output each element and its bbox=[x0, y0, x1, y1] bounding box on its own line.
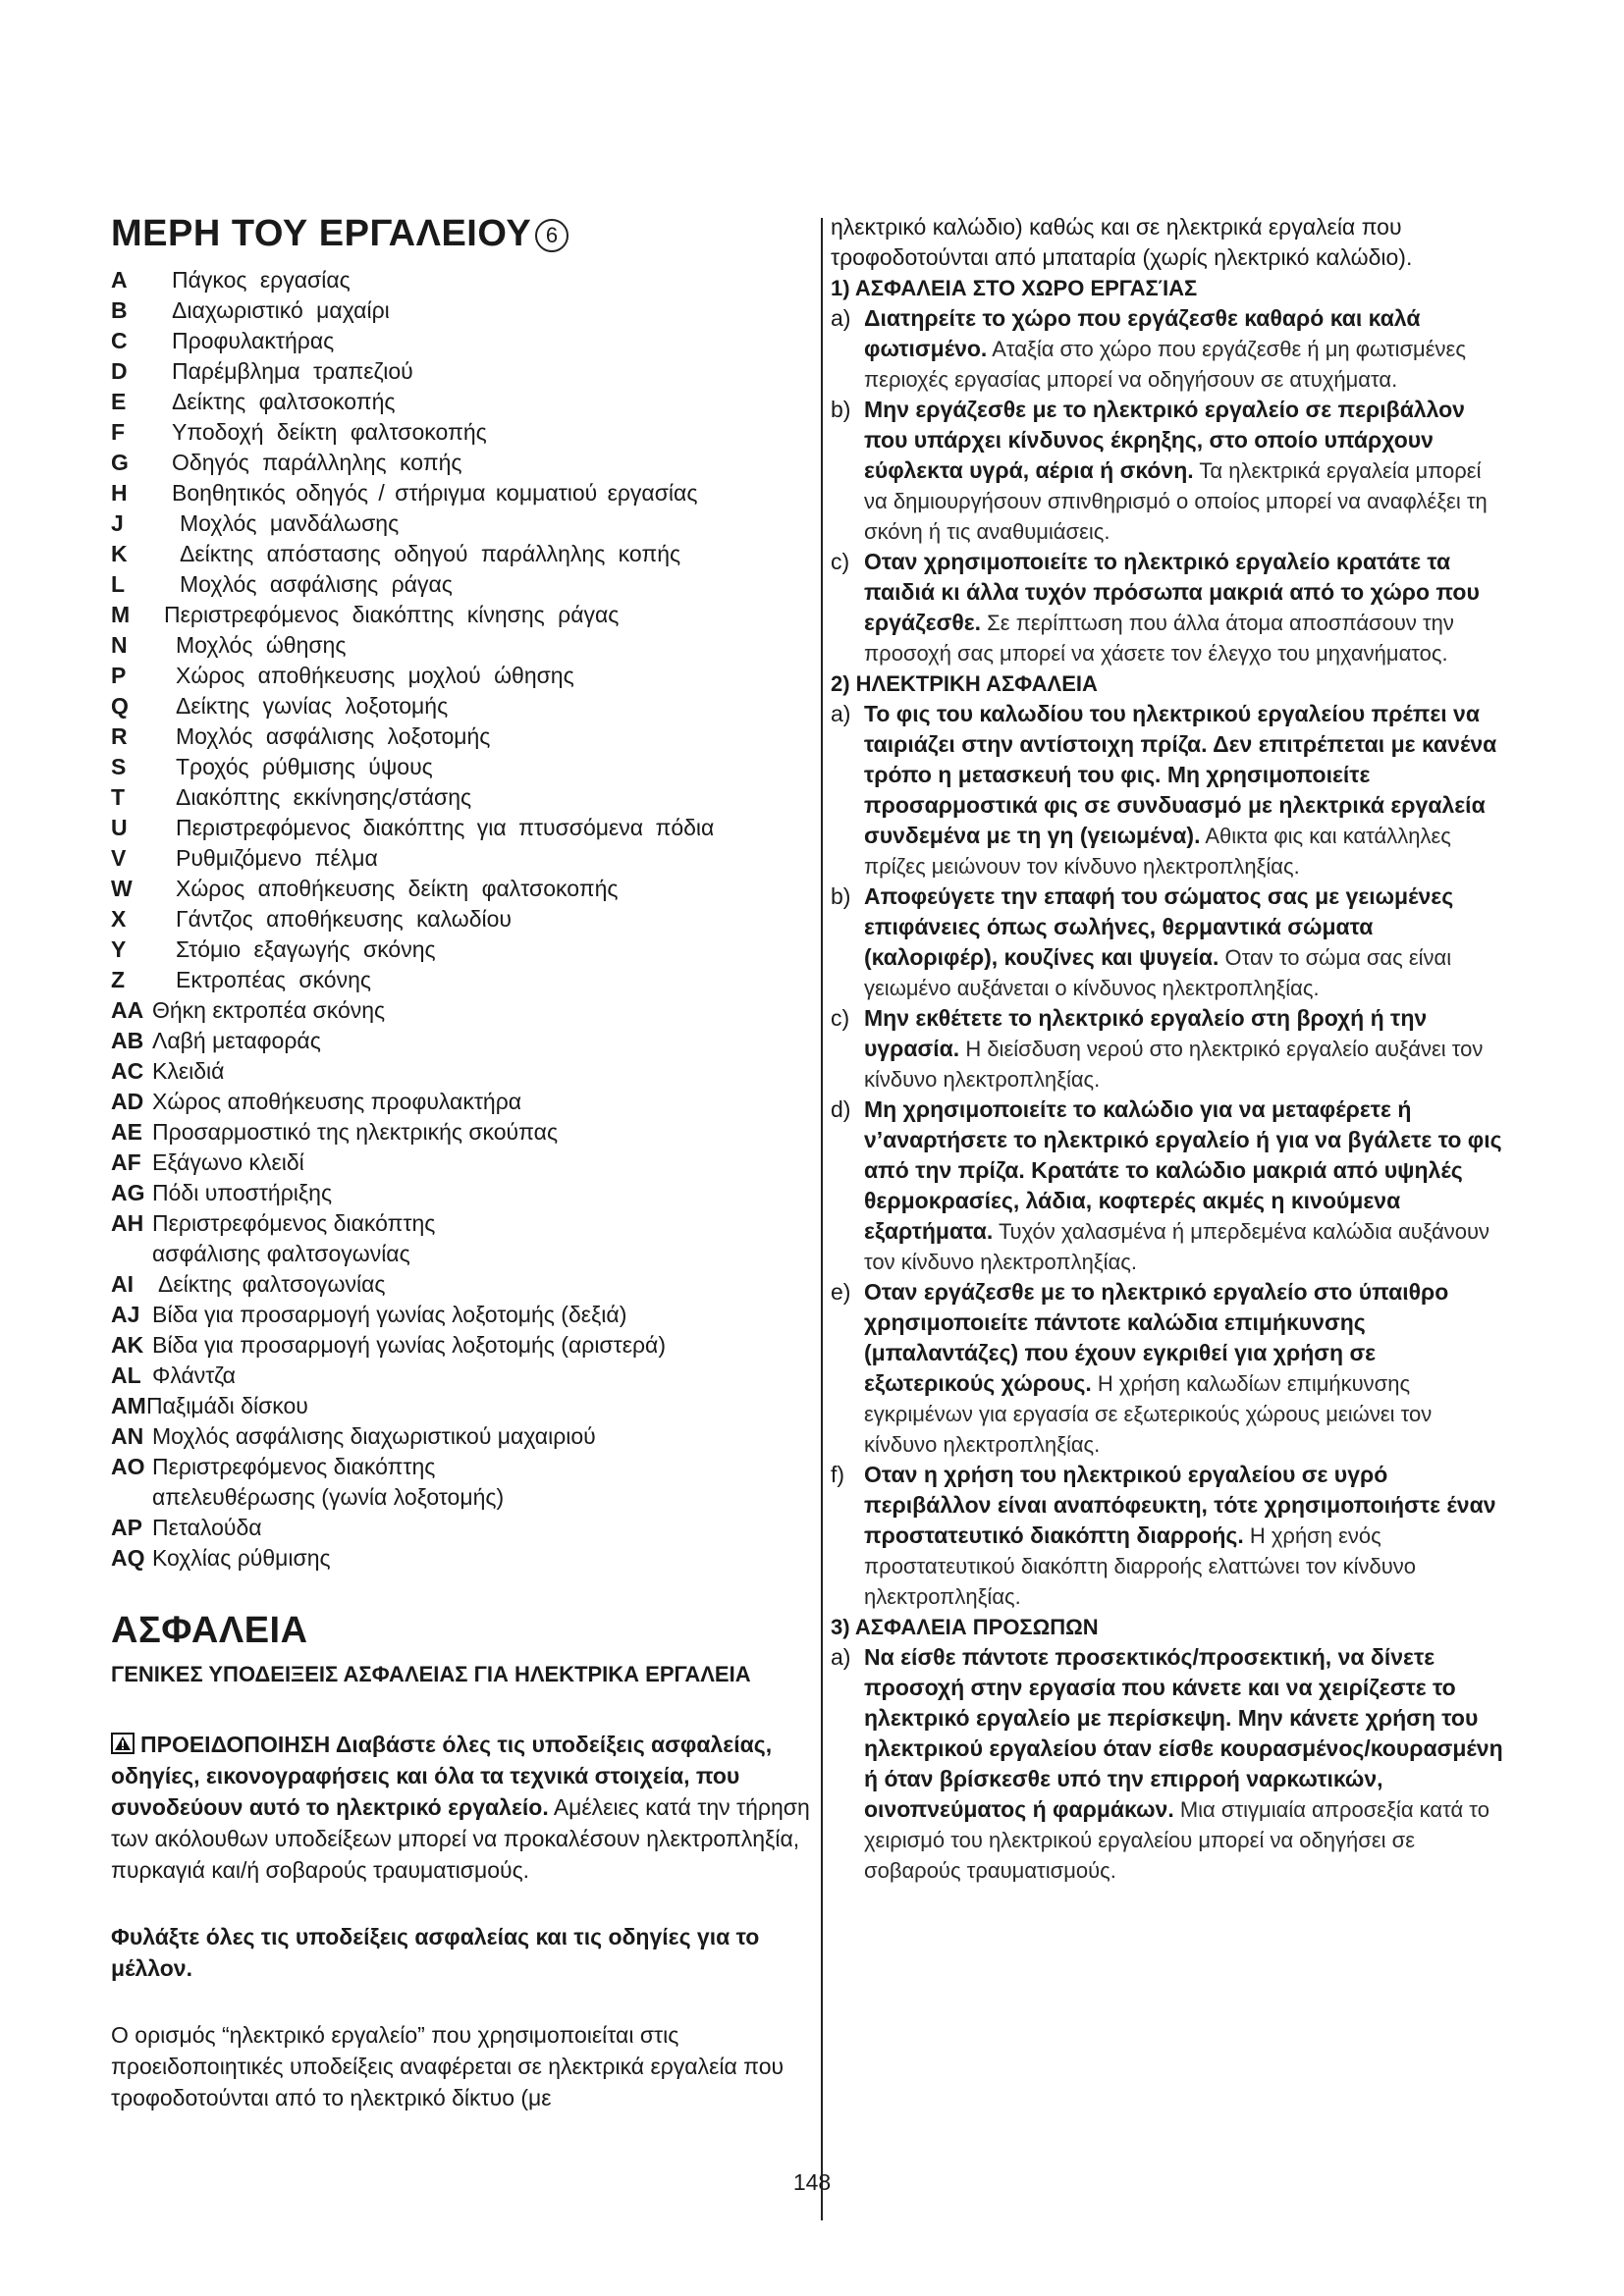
part-text: Φλάντζα bbox=[152, 1362, 236, 1388]
part-text: Διακόπτης εκκίνησης/στάσης bbox=[176, 784, 472, 810]
part-key: AI bbox=[111, 1271, 134, 1297]
part-text: Μοχλός μανδάλωσης bbox=[180, 510, 400, 536]
part-key: A bbox=[111, 267, 128, 293]
part-key: S bbox=[111, 754, 127, 779]
item-marker: a) bbox=[831, 701, 851, 726]
part-item bbox=[111, 1056, 818, 1087]
figure-ref-badge: 6 bbox=[535, 219, 568, 252]
part-text: Δείκτης φαλτσοκοπής bbox=[172, 389, 396, 414]
page-number: 148 bbox=[792, 2169, 832, 2195]
part-key: T bbox=[111, 784, 126, 810]
part-key: AD bbox=[111, 1089, 144, 1114]
part-text: Τροχός ρύθμισης ύψους bbox=[176, 754, 433, 779]
part-key: E bbox=[111, 389, 127, 414]
item-body bbox=[864, 395, 1508, 547]
part-text: Οδηγός παράλληλης κοπής bbox=[172, 450, 462, 475]
part-key: Y bbox=[111, 936, 127, 962]
part-item bbox=[111, 630, 818, 661]
part-text: Μοχλός ώθησης bbox=[176, 632, 347, 658]
part-item bbox=[111, 539, 818, 569]
part-text: Περιστρεφόμενος διακόπτης ασφάλισης φαλτσογωνίας bbox=[152, 1210, 436, 1266]
part-key: AP bbox=[111, 1515, 142, 1540]
item-normal: Η διείσδυση νερού στο ηλεκτρικό εργαλείο αυξάνει τον κίνδυνο ηλεκτροπληξίας. bbox=[864, 1037, 1484, 1092]
part-item bbox=[111, 752, 818, 782]
safety-title: ΑΣΦΑΛΕΙΑ bbox=[111, 1610, 308, 1651]
part-key: R bbox=[111, 723, 128, 749]
part-key: H bbox=[111, 480, 128, 506]
part-text: Μοχλός ασφάλισης λοξοτομής bbox=[176, 723, 491, 749]
parts-title-text: ΜΕΡΗ ΤΟΥ ΕΡΓΑΛΕΙΟΥ bbox=[111, 213, 532, 254]
part-key: L bbox=[111, 571, 126, 597]
part-item bbox=[111, 1117, 818, 1148]
part-key: Q bbox=[111, 693, 129, 719]
safety-item bbox=[831, 1277, 1508, 1460]
item-bold: Οταν η χρήση του ηλεκτρικού εργαλείου σε υγρό περιβάλλον είναι αναπόφευκτη, τότε χρησιμοποιήστε έναν προστατευτικό διακόπτη διαρροής. bbox=[864, 1462, 1496, 1548]
part-item bbox=[111, 569, 818, 600]
part-key: X bbox=[111, 906, 127, 932]
part-key: F bbox=[111, 419, 126, 445]
general-warning bbox=[111, 1729, 818, 1886]
part-key: V bbox=[111, 845, 127, 871]
warning-bold-text: ΠΡΟΕΙΔΟΠΟΙΗΣΗ Διαβάστε όλες τις υποδείξεις ασφαλείας, οδηγίες, εικονογραφήσεις και όλα τα τεχνικά στοιχεία, που συνοδεύουν αυτό το ηλεκτρικό εργαλείο. bbox=[111, 1732, 773, 1820]
part-text: Δείκτης απόστασης οδηγού παράλληλης κοπής bbox=[180, 541, 681, 566]
parts-title bbox=[111, 212, 818, 255]
part-key: M bbox=[111, 602, 131, 627]
part-item bbox=[111, 782, 818, 813]
part-item bbox=[111, 691, 818, 721]
item-body bbox=[864, 547, 1508, 668]
safety-item bbox=[831, 547, 1508, 668]
part-key: AF bbox=[111, 1149, 141, 1175]
part-text: Εξάγωνο κλειδί bbox=[152, 1149, 304, 1175]
item-body bbox=[864, 1095, 1508, 1277]
item-normal: Αθικτα φις και κατάλληλες πρίζες μειώνουν τον κίνδυνο ηλεκτροπληξίας. bbox=[864, 824, 1451, 879]
left-column bbox=[111, 212, 818, 2113]
part-text: Διαχωριστικό μαχαίρι bbox=[172, 297, 390, 323]
part-item bbox=[111, 1452, 818, 1513]
safety-item bbox=[831, 699, 1508, 881]
part-text: Μοχλός ασφάλισης διαχωριστικού μαχαιριού bbox=[152, 1423, 596, 1449]
safety-item bbox=[831, 395, 1508, 547]
item-bold: Μην εργάζεσθε με το ηλεκτρικό εργαλείο σε περιβάλλον που υπάρχει κίνδυνος έκρηξης, στο οποίο υπάρχουν εύφλεκτα υγρά, αέρια ή σκόνη. bbox=[864, 397, 1465, 483]
part-key: AH bbox=[111, 1210, 144, 1236]
part-text: Δείκτης φαλτσογωνίας bbox=[158, 1271, 386, 1297]
part-key: AN bbox=[111, 1423, 144, 1449]
item-marker: d) bbox=[831, 1096, 851, 1122]
part-text: Χώρος αποθήκευσης προφυλακτήρα bbox=[152, 1089, 522, 1114]
part-text: Προφυλακτήρας bbox=[172, 328, 335, 353]
item-marker: f) bbox=[831, 1462, 845, 1487]
item-bold: Οταν χρησιμοποιείτε το ηλεκτρικό εργαλείο κρατάτε τα παιδιά κι άλλα τυχόν πρόσωπα μακριά από το χώρο που εργάζεσθε. bbox=[864, 549, 1480, 635]
part-item bbox=[111, 1208, 818, 1269]
part-key: AJ bbox=[111, 1302, 140, 1327]
item-marker: b) bbox=[831, 883, 851, 909]
part-key: AB bbox=[111, 1028, 144, 1053]
part-item bbox=[111, 1513, 818, 1543]
part-key: AC bbox=[111, 1058, 144, 1084]
item-normal: Μια στιγμιαία απροσεξία κατά το χειρισμό του ηλεκτρικού εργαλείου μπορεί να οδηγήσει σε σοβαρούς τραυματισμούς. bbox=[864, 1797, 1489, 1883]
part-key: AM bbox=[111, 1393, 146, 1418]
item-normal: Η χρήση ενός προστατευτικού διακόπτη διαρροής ελαττώνει τον κίνδυνο ηλεκτροπληξίας. bbox=[864, 1523, 1416, 1609]
part-text: Δείκτης γωνίας λοξοτομής bbox=[176, 693, 449, 719]
part-text: Κλειδιά bbox=[152, 1058, 225, 1084]
part-key: AO bbox=[111, 1454, 145, 1479]
item-bold: Οταν εργάζεσθε με το ηλεκτρικό εργαλείο στο ύπαιθρο χρησιμοποιείτε πάντοτε καλώδια επιμήκυνσης (μπαλαντάζες) που έχουν εγκριθεί για χρήση σε εξωτερικούς χώρους. bbox=[864, 1279, 1449, 1396]
item-bold: Να είσθε πάντοτε προσεκτικός/προσεκτική, να δίνετε προσοχή στην εργασία που κάνετε και να χειρίζεστε το ηλεκτρικό εργαλείο με περίσκεψη. Μην κάνετε χρήση του ηλεκτρικού εργαλείου όταν είσθε κουρασμένος/κουρασμένη ή όταν βρίσκεσθε υπό την επιρροή ναρκωτικών, οινοπνεύματος ή φαρμάκων. bbox=[864, 1644, 1503, 1822]
column-divider bbox=[821, 218, 823, 2220]
safety-item bbox=[831, 303, 1508, 395]
item-normal: Η χρήση καλωδίων επιμήκυνσης εγκριμένων για εργασία σε εξωτερικούς χώρους μειώνει τον κίνδυνο ηλεκτροπληξίας. bbox=[864, 1371, 1433, 1457]
part-text: Θήκη εκτροπέα σκόνης bbox=[152, 997, 386, 1023]
item-body bbox=[864, 303, 1508, 395]
part-key: G bbox=[111, 450, 129, 475]
part-item bbox=[111, 326, 818, 356]
part-item bbox=[111, 1148, 818, 1178]
section-heading-work-area: 1) ΑΣΦΑΛΕΙΑ ΣΤΟ ΧΩΡΟ ΕΡΓΑΣΊΑΣ bbox=[831, 276, 1198, 300]
item-marker: c) bbox=[831, 1005, 850, 1031]
part-key: U bbox=[111, 815, 128, 840]
part-text: Πεταλούδα bbox=[152, 1515, 262, 1540]
part-item bbox=[111, 295, 818, 326]
part-item bbox=[111, 1543, 818, 1574]
part-item bbox=[111, 721, 818, 752]
part-text: Εκτροπέας σκόνης bbox=[176, 967, 371, 992]
item-body bbox=[864, 1003, 1508, 1095]
part-key: AE bbox=[111, 1119, 142, 1145]
part-item bbox=[111, 1026, 818, 1056]
part-text: Υποδοχή δείκτη φαλτσοκοπής bbox=[172, 419, 487, 445]
parts-list bbox=[111, 265, 818, 1574]
part-text: Χώρος αποθήκευσης δείκτη φαλτσοκοπής bbox=[176, 876, 619, 901]
part-item bbox=[111, 874, 818, 904]
part-key: D bbox=[111, 358, 128, 384]
item-normal: Σε περίπτωση που άλλα άτομα αποσπάσουν την προσοχή σας μπορεί να χάσετε τον έλεγχο του μηχανήματος. bbox=[864, 611, 1454, 666]
part-key: K bbox=[111, 541, 128, 566]
item-normal: Τα ηλεκτρικά εργαλεία μπορεί να δημιουργήσουν σπινθηρισμό ο οποίος μπορεί να αναφλέξει τη σκόνη ή τις αναθυμιάσεις. bbox=[864, 458, 1488, 544]
section-heading-electrical: 2) ΗΛΕΚΤΡΙΚΗ ΑΣΦΑΛΕΙΑ bbox=[831, 671, 1098, 696]
part-text: Κοχλίας ρύθμισης bbox=[152, 1545, 331, 1571]
part-item bbox=[111, 356, 818, 387]
keep-instructions: Φυλάξτε όλες τις υποδείξεις ασφαλείας και τις οδηγίες για το μέλλον. bbox=[111, 1924, 760, 1981]
part-item bbox=[111, 508, 818, 539]
part-key: N bbox=[111, 632, 128, 658]
part-text: Παρέμβλημα τραπεζιού bbox=[172, 358, 413, 384]
part-text: Στόμιο εξαγωγής σκόνης bbox=[176, 936, 436, 962]
part-key: Z bbox=[111, 967, 126, 992]
definition-continuation: ηλεκτρικό καλώδιο) καθώς και σε ηλεκτρικά εργαλεία που τροφοδοτούνται από μπαταρία (χωρίς ηλεκτρικό καλώδιο). bbox=[831, 214, 1413, 270]
right-column bbox=[831, 212, 1508, 1886]
part-text: Λαβή μεταφοράς bbox=[152, 1028, 321, 1053]
part-item bbox=[111, 995, 818, 1026]
power-tool-definition: Ο ορισμός “ηλεκτρικό εργαλείο” που χρησιμοποιείται στις προειδοποιητικές υποδείξεις αναφέρεται σε ηλεκτρικά εργαλεία που τροφοδοτούνται από το ηλεκτρικό δίκτυο (με bbox=[111, 2022, 785, 2110]
part-item bbox=[111, 600, 818, 630]
item-bold: Αποφεύγετε την επαφή του σώματος σας με γειωμένες επιφάνειες όπως σωλήνες, θερμαντικά σώματα (καλοριφέρ), κουζίνες και ψυγεία. bbox=[864, 883, 1454, 970]
part-item bbox=[111, 448, 818, 478]
part-item bbox=[111, 387, 818, 417]
part-item bbox=[111, 1391, 818, 1421]
part-key: AQ bbox=[111, 1545, 145, 1571]
item-marker: b) bbox=[831, 397, 851, 422]
part-item bbox=[111, 1087, 818, 1117]
item-body bbox=[864, 881, 1508, 1003]
item-body bbox=[864, 1277, 1508, 1460]
part-text: Ρυθμιζόμενο πέλμα bbox=[176, 845, 378, 871]
part-item bbox=[111, 813, 818, 843]
part-text: Πόδι υποστήριξης bbox=[152, 1180, 333, 1205]
item-normal: Τυχόν χαλασμένα ή μπερδεμένα καλώδια αυξάνουν τον κίνδυνο ηλεκτροπληξίας. bbox=[864, 1219, 1489, 1274]
part-item bbox=[111, 417, 818, 448]
item-marker: a) bbox=[831, 1644, 851, 1670]
safety-subtitle: ΓΕΝΙΚΕΣ ΥΠΟΔΕΙΞΕΙΣ ΑΣΦΑΛΕΙΑΣ ΓΙΑ ΗΛΕΚΤΡΙΚΑ ΕΡΓΑΛΕΙΑ bbox=[111, 1662, 751, 1686]
part-item bbox=[111, 1330, 818, 1361]
part-key: C bbox=[111, 328, 128, 353]
part-key: AK bbox=[111, 1332, 144, 1358]
item-bold: Το φις του καλωδίου του ηλεκτρικού εργαλείου πρέπει να ταιριάζει στην αντίστοιχη πρίζα. Δεν επιτρέπεται με κανένα τρόπο η μετασκευή του φις. Μη χρησιμοποιείτε προσαρμοστικά φις σε συνδυασμό με ηλεκτρικά εργαλεία συνδεμένα με τη γη (γειωμένα). bbox=[864, 701, 1497, 848]
part-key: AL bbox=[111, 1362, 141, 1388]
part-text: Βίδα για προσαρμογή γωνίας λοξοτομής (δεξιά) bbox=[152, 1302, 627, 1327]
part-item bbox=[111, 1178, 818, 1208]
part-text: Περιστρεφόμενος διακόπτης απελευθέρωσης (γωνία λοξοτομής) bbox=[152, 1454, 505, 1510]
safety-item bbox=[831, 881, 1508, 1003]
part-item bbox=[111, 265, 818, 295]
part-item bbox=[111, 934, 818, 965]
part-key: W bbox=[111, 876, 133, 901]
part-text: Πάγκος εργασίας bbox=[172, 267, 351, 293]
item-body bbox=[864, 699, 1508, 881]
item-bold: Μην εκθέτετε το ηλεκτρικό εργαλείο στη βροχή ή την υγρασία. bbox=[864, 1005, 1428, 1061]
part-text: Περιστρεφόμενος διακόπτης κίνησης ράγας bbox=[164, 602, 620, 627]
part-key: B bbox=[111, 297, 128, 323]
item-body bbox=[864, 1460, 1508, 1612]
part-item bbox=[111, 965, 818, 995]
item-bold: Μη χρησιμοποιείτε το καλώδιο για να μεταφέρετε ή ν’αναρτήσετε το ηλεκτρικό εργαλείο ή για να βγάλετε το φις από την πρίζα. Κρατάτε το καλώδιο μακριά από υψηλές θερμοκρασίες, λάδια, κοφτερές ακμές η κινούμενα εξαρτήματα. bbox=[864, 1096, 1502, 1244]
part-key: P bbox=[111, 663, 127, 688]
part-item bbox=[111, 1421, 818, 1452]
part-text: Μοχλός ασφάλισης ράγας bbox=[180, 571, 453, 597]
part-text: Χώρος αποθήκευσης μοχλού ώθησης bbox=[176, 663, 574, 688]
item-marker: c) bbox=[831, 549, 850, 574]
part-text: Περιστρεφόμενος διακόπτης για πτυσσόμενα πόδια bbox=[176, 815, 715, 840]
part-item bbox=[111, 661, 818, 691]
section-heading-personal: 3) ΑΣΦΑΛΕΙΑ ΠΡΟΣΩΠΩΝ bbox=[831, 1615, 1099, 1639]
part-item bbox=[111, 1269, 818, 1300]
safety-item bbox=[831, 1003, 1508, 1095]
part-item bbox=[111, 904, 818, 934]
part-text: Προσαρμοστικό της ηλεκτρικής σκούπας bbox=[152, 1119, 559, 1145]
part-key: AA bbox=[111, 997, 144, 1023]
item-marker: a) bbox=[831, 305, 851, 331]
part-text: Βοηθητικός οδηγός / στήριγμα κομματιού εργασίας bbox=[172, 480, 698, 506]
item-normal: Οταν το σώμα σας είναι γειωμένο αυξάνεται ο κίνδυνος ηλεκτροπληξίας. bbox=[864, 945, 1452, 1000]
safety-item bbox=[831, 1460, 1508, 1612]
part-text: Γάντζος αποθήκευσης καλωδίου bbox=[176, 906, 513, 932]
warning-body-text: Αμέλειες κατά την τήρηση των ακόλουθων υποδείξεων μπορεί να προκαλέσουν ηλεκτροπληξία, πυρκαγιά και/ή σοβαρούς τραυματισμούς. bbox=[111, 1794, 810, 1883]
safety-item bbox=[831, 1095, 1508, 1277]
part-item bbox=[111, 843, 818, 874]
warning-triangle-icon bbox=[111, 1733, 135, 1754]
item-normal: Αταξία στο χώρο που εργάζεσθε ή μη φωτισμένες περιοχές εργασίας μπορεί να οδηγήσουν σε ατυχήματα. bbox=[864, 337, 1466, 392]
safety-item bbox=[831, 1642, 1508, 1886]
part-text: Βίδα για προσαρμογή γωνίας λοξοτομής (αριστερά) bbox=[152, 1332, 667, 1358]
part-item bbox=[111, 1361, 818, 1391]
part-key: AG bbox=[111, 1180, 145, 1205]
part-text: Παξιμάδι δίσκου bbox=[146, 1393, 308, 1418]
item-bold: Διατηρείτε το χώρο που εργάζεσθε καθαρό και καλά φωτισμένο. bbox=[864, 305, 1421, 361]
part-item bbox=[111, 478, 818, 508]
item-body bbox=[864, 1642, 1508, 1886]
part-key: J bbox=[111, 510, 124, 536]
part-item bbox=[111, 1300, 818, 1330]
item-marker: e) bbox=[831, 1279, 851, 1305]
